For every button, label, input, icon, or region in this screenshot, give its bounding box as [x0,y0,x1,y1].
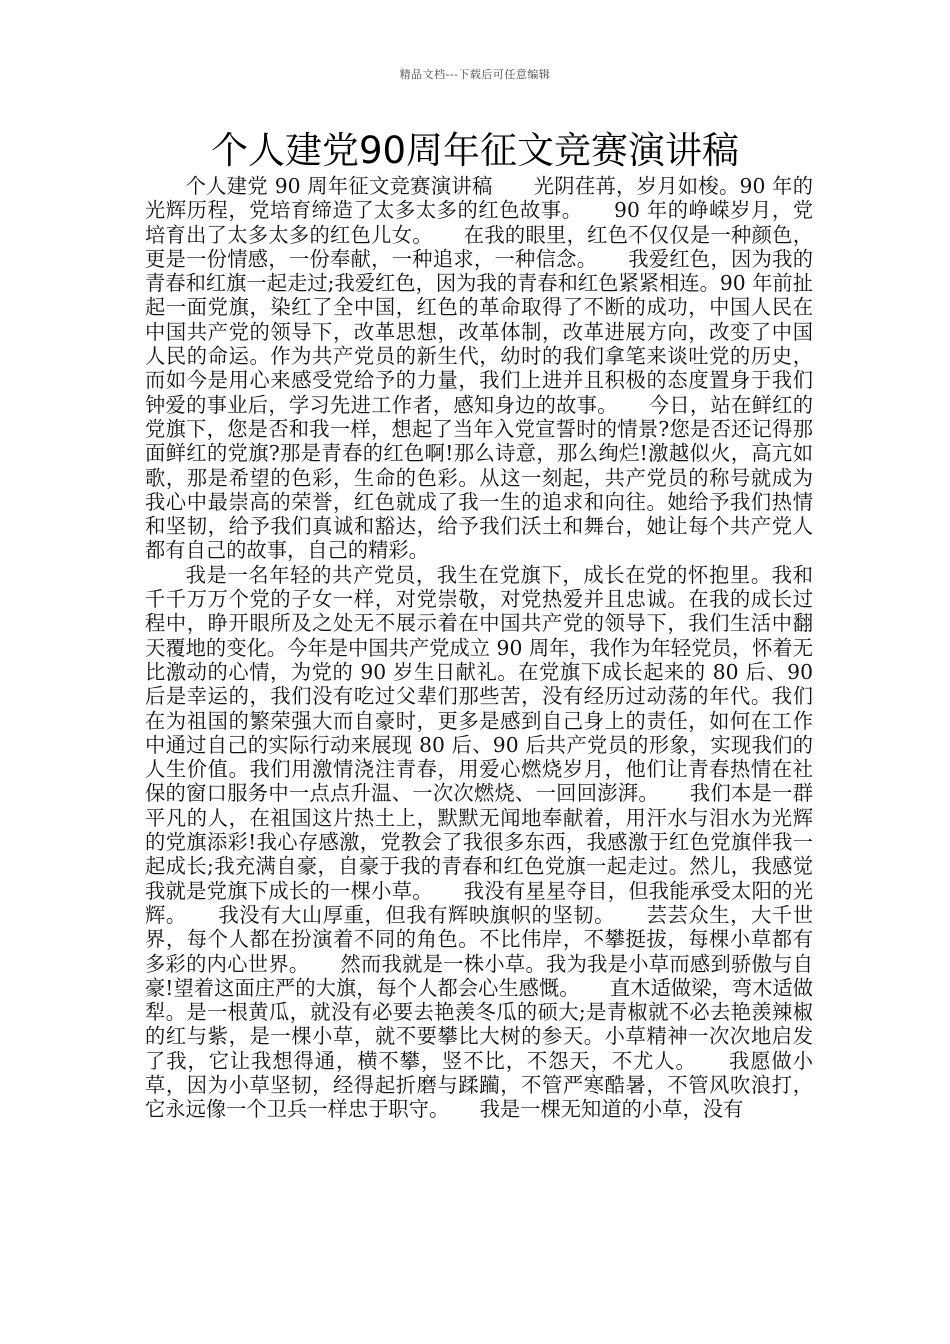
page-header-watermark: 精品文档---下载后可任意编辑 [399,68,551,81]
document-title: 个人建党90周年征文竞赛演讲稿 [210,129,740,172]
body-paragraph-2: 我是一名年轻的共产党员，我生在党旗下，成长在党的怀抱里。我和千千万万个党的子女一样，对党崇敬，对党热爱并且忠诚。在我的成长过程中，睁开眼所及之处无不展示着在中国共产党的领导下，我们生活中翻天覆地的变化。今年是中国共产党成立 90 周年，我作为年轻党员，怀着无比激动的心情，为党的 90 岁生日献礼。在党旗下成长起来的 80 后、90 后是幸运的，我们没有吃过父辈们那些苦，没有经历过动荡的年代。我们在为祖国的繁荣强大而自豪时，更多是感到自己身上的责任，如何在工作中通过自己的实际行动来展现 80 后、90 后共产党员的形象，实现我们的人生价值。我们用激情浇注青春，用爱心燃烧岁月，他们让青春热情在社保的窗口服务中一点点升温、一次次燃烧、一回回澎湃。 我们本是一群平凡的人，在祖国这片热土上，默默无闻地奉献着，用汗水与泪水为光辉的党旗添彩!我心存感激，党教会了我很多东西，我感激于红色党旗伴我一起成长;我充满自豪，自豪于我的青春和红色党旗一起走过。然儿，我感觉我就是党旗下成长的一棵小草。 我没有星星夺目，但我能承受太阳的光辉。 我没有大山厚重，但我有辉映旗帜的坚韧。 芸芸众生，大千世界，每个人都在扮演着不同的角色。不比伟岸，不攀挺拔，每棵小草都有多彩的内心世界。 然而我就是一株小草。我为我是小草而感到骄傲与自豪!望着这面庄严的大旗，每个人都会心生感慨。 直木适做梁，弯木适做犁。是一根黄瓜，就没有必要去艳羡冬瓜的硕大;是青椒就不必去艳羡辣椒的红与紫，是一棵小草，就不要攀比大树的参天。小草精神一次次地启发了我，它让我想得通，横不攀，竖不比，不怨天，不尤人。 我愿做小草，因为小草坚韧，经得起折磨与蹂躏，不管严寒酷暑，不管风吹浪打，它永远像一个卫兵一样忠于职守。 我是一棵无知道的小草，没有 [145,562,813,1122]
body-paragraph-1: 个人建党 90 周年征文竞赛演讲稿 光阴荏苒，岁月如梭。90 年的光辉历程，党培育缔造了太多太多的红色故事。 90 年的峥嵘岁月，党培育出了太多太多的红色儿女。 在我的眼里，红色不仅仅是一种颜色，更是一份情感，一份奉献，一种追求，一种信念。 我爱红色，因为我的青春和红旗一起走过;我爱红色，因为我的青春和红色紧紧相连。90 年前扯起一面党旗，染红了全中国，红色的革命取得了不断的成功，中国人民在中国共产党的领导下，改革思想，改革体制，改革进展方向，改变了中国人民的命运。作为共产党员的新生代，幼时的我们拿笔来谈吐党的历史，而如今是用心来感受党给予的力量，我们上进并且积极的态度置身于我们钟爱的事业后，学习先进工作者，感知身边的故事。 今日，站在鲜红的党旗下，您是否和我一样，想起了当年入党宣誓时的情景?您是否还记得那面鲜红的党旗?那是青春的红色啊!那么诗意，那么绚烂!激越似火，高亢如歌，那是希望的色彩，生命的色彩。从这一刻起，共产党员的称号就成为我心中最崇高的荣誉，红色就成了我一生的追求和向往。她给予我们热情和坚韧，给予我们真诚和豁达，给予我们沃土和舞台，她让每个共产党人都有自己的故事，自己的精彩。 [145,174,813,563]
document-body [145,174,813,1122]
